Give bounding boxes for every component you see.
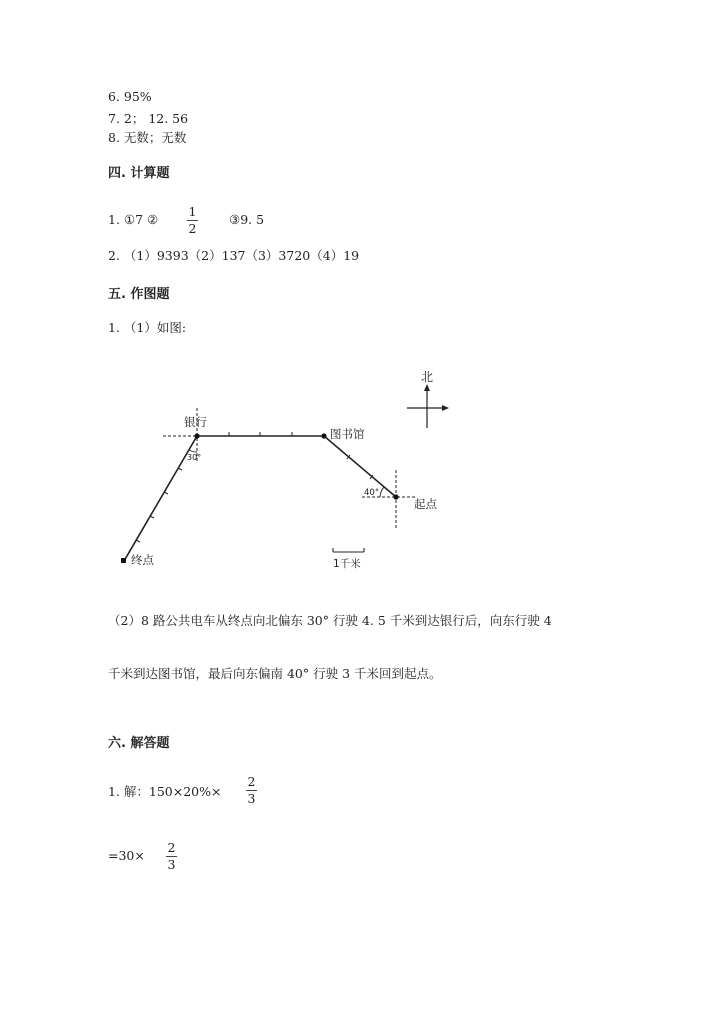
section-4-q2: 2. （1）9393（2）137（3）3720（4）19 (108, 248, 360, 263)
bank-point (194, 433, 199, 438)
step2-fraction-numerator: 2 (167, 840, 176, 855)
section-6-q1: 1. 解：150×20%× (108, 784, 222, 799)
start-label: 起点 (414, 497, 437, 511)
section-5-q2-line1: （2）8 路公共电车从终点向北偏东 30° 行驶 4. 5 千米到达银行后，向东行驶 4 (108, 613, 552, 628)
north-arrow-icon (424, 384, 430, 391)
angle-arc-start (380, 487, 384, 497)
start-crosshair (362, 470, 415, 530)
step2-fraction-denominator: 3 (167, 857, 176, 872)
section-6-step2: =30× (108, 848, 145, 863)
q1-prefix: 1. ①7 ② (108, 212, 159, 227)
scale-label: 1千米 (333, 558, 361, 570)
library-label: 图书馆 (330, 427, 365, 441)
east-arrow-icon (442, 405, 449, 411)
angle-start-label: 40° (364, 488, 380, 498)
start-point (393, 494, 398, 499)
bank-label: 银行 (184, 415, 207, 429)
route-ticks (136, 432, 373, 542)
end-label: 终点 (131, 553, 154, 567)
route-library-to-start (324, 436, 396, 497)
section-5-q1-label: 1. （1）如图: (108, 320, 187, 335)
scale-bar (333, 548, 364, 552)
answer-7: 7. 2； 12. 56 (108, 111, 189, 126)
section-5-heading: 五. 作图题 (108, 287, 170, 302)
section-6-step2-fraction (166, 841, 177, 872)
section-6-q1-fraction (246, 775, 257, 806)
section-6-heading: 六. 解答题 (108, 736, 170, 751)
library-point (321, 433, 326, 438)
angle-bank-label: 30° (187, 453, 202, 462)
q1-fraction-numerator: 1 (188, 204, 197, 219)
compass (407, 370, 449, 428)
section-4-heading: 四. 计算题 (108, 166, 170, 181)
answer-6: 6. 95% (108, 89, 152, 104)
q1-suffix: ③9. 5 (229, 212, 265, 227)
section-5-q2-line2: 千米到达图书馆，最后向东偏南 40° 行驶 3 千米回到起点。 (108, 666, 442, 681)
q1-fraction-denominator: 2 (188, 221, 197, 236)
answer-8: 8. 无数；无数 (108, 130, 187, 145)
north-label: 北 (421, 370, 434, 384)
end-point (121, 558, 126, 563)
q1-fraction-numerator: 2 (247, 774, 256, 789)
q1-fraction-denominator: 3 (247, 791, 256, 806)
angle-arc-bank (189, 450, 197, 452)
route-path (124, 436, 396, 561)
